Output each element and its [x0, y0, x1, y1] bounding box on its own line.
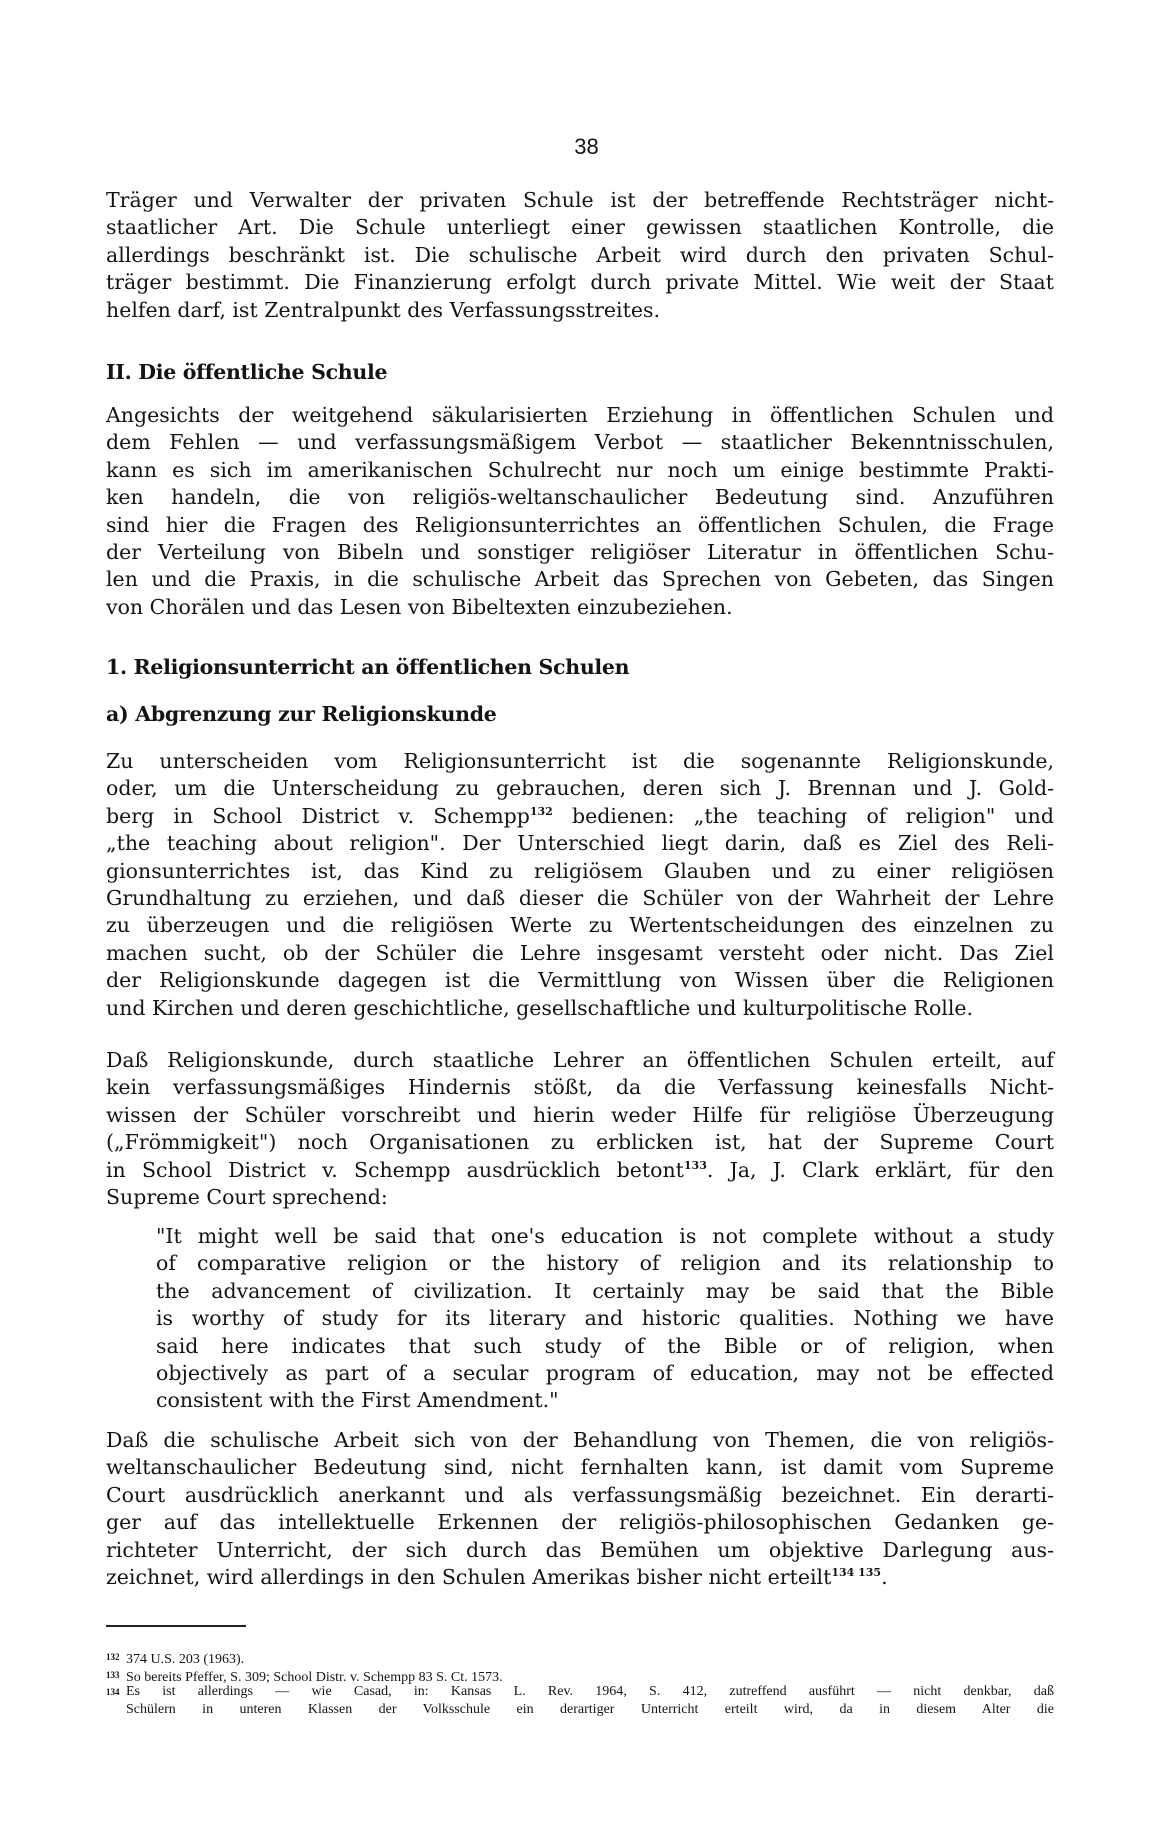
text-line: der Verteilung von Bibeln und sonstiger religiöser Literatur in öffentlichen Schu- [106, 539, 1054, 564]
text-line: staatlicher Art. Die Schule unterliegt einer gewissen staatlichen Kontrolle, die [106, 215, 1054, 240]
quote-line: is worthy of study for its literary and historic qualities. Nothing we have [156, 1306, 1054, 1331]
quote-line: the advancement of civilization. It certainly may be said that the Bible [156, 1278, 1054, 1303]
text-line: Träger und Verwalter der privaten Schule ist der betreffende Rechtsträger nicht- [106, 188, 1054, 212]
paragraph-distinction [106, 748, 1054, 1022]
text-line: („Frömmigkeit") noch Organisationen zu erblicken ist, hat der Supreme Court [106, 1130, 1054, 1155]
paragraph-private-school [106, 187, 1054, 324]
footnote-text: Es ist allerdings — wie Casad, in: Kansas L. Rev. 1964, S. 412, zutreffend ausführt — nicht denkbar, daß [126, 1684, 1054, 1699]
text-line: Angesichts der weitgehend säkularisierten Erziehung in öffentlichen Schulen und [106, 403, 1054, 427]
text-line: berg in School District v. Schempp$^{132}$ bedienen: „the teaching of religion" und [106, 803, 1054, 828]
text-line: richteter Unterricht, der sich durch das Bemühen um objektive Darlegung aus- [106, 1537, 1054, 1562]
text-line: Daß Religionskunde, durch staatliche Lehrer an öffentlichen Schulen erteilt, auf [106, 1048, 1054, 1072]
text-line: kann es sich im amerikanischen Schulrecht nur noch um einige bestimmte Prakti- [106, 457, 1054, 482]
paragraph-public-school [106, 402, 1054, 621]
text-line: gionsunterrichtes ist, das Kind zu religiösem Glauben und zu einer religiösen [106, 858, 1054, 883]
paragraph-conclusion [106, 1427, 1054, 1591]
text-line: Grundhaltung zu erziehen, und daß dieser die Schüler von der Wahrheit der Lehre [106, 885, 1054, 910]
quote-line: consistent with the First Amendment." [156, 1388, 559, 1413]
footnote-number: 133 [106, 1669, 120, 1680]
footnote-ref-132[interactable]: 132 [529, 804, 553, 818]
text-line: helfen darf, ist Zentralpunkt des Verfassungsstreites. [106, 297, 660, 322]
footnote-132 [106, 1650, 1054, 1668]
text-line: von Chorälen und das Lesen von Bibeltexten einzubeziehen. [106, 594, 733, 619]
footnote-text: So bereits Pfeffer, S. 309; School Distr. v. Schempp 83 S. Ct. 1573. [126, 1669, 503, 1685]
section-heading-public-school: II. Die öffentliche Schule [106, 360, 388, 384]
footnote-134 [106, 1685, 1054, 1703]
footnote-separator [106, 1625, 246, 1627]
footnotes [106, 1650, 1054, 1717]
text-line: Zu unterscheiden vom Religionsunterricht ist die sogenannte Religionskunde, [106, 749, 1054, 773]
text-line: ger auf das intellektuelle Erkennen der religiös-philosophischen Gedanken ge- [106, 1510, 1054, 1535]
text-line: wissen der Schüler vorschreibt und hierin weder Hilfe für religiöse Überzeugung [106, 1102, 1054, 1127]
paragraph-constitutional [106, 1047, 1054, 1211]
text-line: allerdings beschränkt ist. Die schulische Arbeit wird durch den privaten Schul- [106, 242, 1054, 267]
footnote-ref-134-135[interactable]: 134 135 [831, 1565, 882, 1579]
footnote-ref-133[interactable]: 133 [683, 1158, 707, 1172]
text-line: len und die Praxis, in die schulische Arbeit das Sprechen von Gebeten, das Singen [106, 567, 1054, 592]
text-line: der Religionskunde dagegen ist die Vermittlung von Wissen über die Religionen [106, 968, 1054, 993]
footnote-134-continuation: Schülern in unteren Klassen der Volksschule ein derartiger Unterricht erteilt wird, da in diesem Alter die [126, 1701, 1054, 1717]
footnote-number: 134 [106, 1687, 120, 1697]
footnote-133 [106, 1668, 1054, 1686]
text-line: dem Fehlen — und verfassungsmäßigem Verbot — staatlicher Bekenntnisschulen, [106, 430, 1054, 455]
text-line: Daß die schulische Arbeit sich von der Behandlung von Themen, die von religiös- [106, 1428, 1054, 1452]
subsection-heading-religious-instruction: 1. Religionsunterricht an öffentlichen Schulen [106, 655, 630, 679]
text-line: Supreme Court sprechend: [106, 1184, 388, 1209]
text-line: träger bestimmt. Die Finanzierung erfolgt durch private Mittel. Wie weit der Staat [106, 270, 1054, 295]
footnote-text: 374 U.S. 203 (1963). [126, 1652, 245, 1667]
footnote-number: 132 [106, 1652, 120, 1662]
text-line: zeichnet, wird allerdings in den Schulen Amerikas bisher nicht erteilt$^{134 135}$. [106, 1564, 888, 1589]
text-line: und Kirchen und deren geschichtliche, gesellschaftliche und kulturpolitische Rolle. [106, 995, 974, 1020]
text-line: machen sucht, ob der Schüler die Lehre insgesamt versteht oder nicht. Das Ziel [106, 940, 1054, 965]
text-line: kein verfassungsmäßiges Hindernis stößt, da die Verfassung keinesfalls Nicht- [106, 1075, 1054, 1100]
quote-line: objectively as part of a secular program of education, may not be effected [156, 1360, 1054, 1385]
subsubsection-heading-religious-studies: a) Abgrenzung zur Religionskunde [106, 702, 497, 726]
text-line: oder, um die Unterscheidung zu gebrauchen, deren sich J. Brennan und J. Gold- [106, 776, 1054, 801]
block-quote-clark [156, 1223, 1054, 1415]
quote-line: "It might well be said that one's education is not complete without a study [156, 1224, 1054, 1248]
text-line: Court ausdrücklich anerkannt und als verfassungsmäßig bezeichnet. Ein derarti- [106, 1482, 1054, 1507]
text-line: ken handeln, die von religiös-weltanschaulicher Bedeutung sind. Anzuführen [106, 485, 1054, 510]
text-line: zu überzeugen und die religiösen Werte zu Wertentscheidungen des einzelnen zu [106, 913, 1054, 938]
quote-line: of comparative religion or the history of religion and its relationship to [156, 1251, 1054, 1276]
text-line: weltanschaulicher Bedeutung sind, nicht fernhalten kann, ist damit vom Supreme [106, 1455, 1054, 1480]
page-number: 38 [574, 134, 599, 159]
text-line: sind hier die Fragen des Religionsunterrichtes an öffentlichen Schulen, die Frage [106, 512, 1054, 537]
text-line: „the teaching about religion". Der Unterschied liegt darin, daß es Ziel des Reli- [106, 831, 1054, 856]
quote-line: said here indicates that such study of the Bible or of religion, when [156, 1333, 1054, 1358]
text-line: in School District v. Schempp ausdrücklich betont$^{133}$. Ja, J. Clark erklärt, für den [106, 1157, 1054, 1182]
